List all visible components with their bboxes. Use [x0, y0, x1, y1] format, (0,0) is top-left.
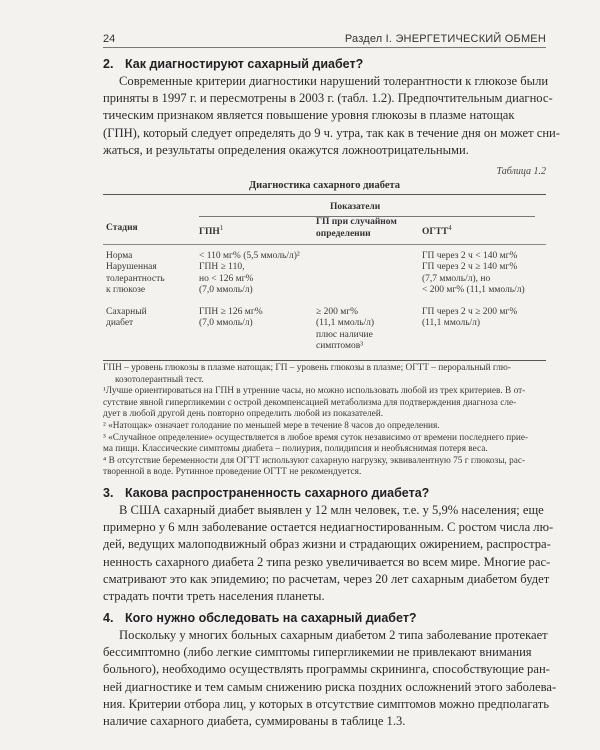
cell-line: но < 126 мг%: [199, 273, 254, 284]
cell-line: Норма: [106, 251, 133, 261]
paragraph-line: страдать почти треть населения планеты.: [103, 589, 325, 604]
question-2-heading: [103, 57, 363, 71]
paragraph-line: бессимптомно (либо легкие симптомы гипергликемии не привлекают внимания: [103, 645, 532, 660]
question-2-title: Как диагностируют сахарный диабет?: [125, 57, 364, 71]
paragraph-line: Современные критерии диагностики нарушений толерантности к глюкозе были: [119, 74, 549, 88]
table-header-stage: Стадия: [106, 223, 138, 233]
footnote-line: ГПН – уровень глюкозы в плазме натощак; ГП – уровень глюкозы в плазме; ОГТТ – пероральный глю-: [103, 363, 511, 373]
table-header-gp-line: определении: [316, 229, 371, 239]
cell-line: Сахарный: [106, 307, 147, 317]
question-3-heading: [103, 486, 429, 500]
cell-line: (11,1 ммоль/л): [422, 318, 481, 329]
table-cell-gpn: [199, 307, 263, 330]
paragraph-line: ненность сахарного диабета 2 типа резко увеличивается во всем мире. Многие рас-: [103, 554, 551, 569]
cell-line: (7,7 ммоль/л), но: [422, 273, 491, 284]
paragraph-line: приняты в 1997 г. и пересмотрены в 2003 г. (табл. 1.2). Предпочтительным диагнос-: [103, 91, 553, 106]
table-header-ogtt: [422, 222, 452, 238]
table-footnotes: [103, 363, 546, 479]
cell-line: симптомов³: [316, 341, 364, 352]
cell-line: ГП через 2 ч ≥ 200 мг%: [422, 307, 518, 317]
question-4-title: Кого нужно обследовать на сахарный диабет?: [125, 611, 417, 625]
cell-line: ГП через 2 ч ≥ 140 мг%: [422, 262, 518, 273]
question-4-heading: [103, 611, 417, 625]
table-group-header: Показатели: [330, 202, 381, 212]
table-header-gpn-note: 1: [219, 224, 224, 232]
cell-line: (7,0 ммоль/л): [199, 318, 253, 329]
table-cell-stage: [106, 307, 147, 330]
section-title: Раздел I. ЭНЕРГЕТИЧЕСКИЙ ОБМЕН: [344, 33, 546, 45]
table-header-gp: [316, 216, 397, 240]
table-cell-ogtt: [422, 307, 517, 330]
footnote-line: дует в любой другой день повторно определить любой из показателей.: [103, 409, 384, 420]
cell-line: диабет: [106, 318, 134, 329]
paragraph-line: дей, ведущих малоподвижный образ жизни и страдающих ожирением, распростра-: [103, 537, 551, 552]
table-header-gp-line: ГП при случайном: [316, 217, 397, 227]
footnote-line: сутствие явной гипергликемии с острой декомпенсацией метаболизма для подтверждения диагноза сле-: [103, 397, 517, 408]
table-cell-gp: [316, 307, 374, 353]
footnote-line: ¹Лучше ориентироваться на ГПН в утренние часы, но можно использовать любой из трех критериев. В от-: [103, 386, 526, 397]
paragraph-line: (ГПН), который следует определять до 9 ч. утра, так как в течение дня он может сни-: [103, 125, 560, 140]
footnote-line: ³ «Случайное определение» осуществляется в любое время суток независимо от времени последнего прие-: [103, 432, 529, 443]
cell-line: плюс наличие: [316, 329, 373, 340]
cell-line: к глюкозе: [106, 285, 146, 296]
paragraph-line: В США сахарный диабет выявлен у 12 млн человек, т.е. у 5,9% населения; еще: [119, 503, 544, 517]
cell-line: ГП через 2 ч < 140 мг%: [422, 251, 518, 261]
cell-line: толерантность: [106, 273, 165, 284]
paragraph-line: ния. Критерии отбора лиц, у которых в отсутствие симптомов можно предполагать: [103, 696, 550, 711]
cell-line: < 200 мг% (11,1 ммоль/л): [422, 285, 525, 296]
table-bottom-rule: [103, 360, 546, 361]
paragraph-line: наличие сахарного диабета, суммированы в таблице 1.3.: [103, 714, 406, 729]
question-2-number: 2.: [103, 57, 114, 71]
cell-line: (11,1 ммоль/л): [316, 318, 375, 329]
table-header-ogtt-note: 4: [448, 224, 452, 232]
paragraph-line: ней диагностике и тем самым снижению риска поздних осложнений этого заболева-: [103, 679, 557, 694]
cell-line: Нарушенная: [106, 262, 157, 273]
running-header: [103, 30, 546, 48]
question-3-title: Какова распространенность сахарного диабета?: [125, 486, 430, 500]
paragraph-line: Поскольку у многих больных сахарным диабетом 2 типа заболевание протекает: [119, 628, 548, 642]
question-3-number: 3.: [103, 486, 114, 500]
paragraph-line: больного), необходимо осуществлять программы скрининга, способствующие ран-: [103, 662, 550, 677]
table-header-gpn: [199, 222, 223, 238]
table-cell-stage: [106, 251, 165, 297]
cell-line: ГПН ≥ 110,: [199, 262, 245, 273]
paragraph-line: сматривают это как эпидемию; по расчетам, через 20 лет сахарным диабетом будет: [103, 571, 550, 586]
paragraph-line: примерно у 6 млн заболевание остается недиагностированным. С ростом числа лю-: [103, 520, 554, 535]
cell-line: ГПН ≥ 126 мг%: [199, 307, 263, 317]
question-2-paragraph: [103, 73, 560, 159]
footnote-line: ⁴ В отсутствие беременности для ОГТТ используют сахарную нагрузку, эквивалентную 75 г глюкозы, рас-: [103, 455, 526, 466]
cell-line: ≥ 200 мг%: [316, 307, 359, 317]
table-header-gpn-label: ГПН: [199, 227, 220, 238]
table-title: Диагностика сахарного диабета: [248, 180, 401, 191]
table-cell-gpn: [199, 251, 300, 297]
footnote-line: козотолерантный тест.: [115, 374, 204, 385]
page-number: 24: [103, 33, 116, 45]
cell-line: < 110 мг% (5,5 ммоль/л)²: [199, 251, 300, 261]
paragraph-line: жаться, и результаты определения окажутся ложноотрицательными.: [103, 142, 469, 157]
header-divider: [103, 47, 546, 48]
question-4-number: 4.: [103, 611, 114, 625]
footnote-line: творенной в воде. Рутинное проведение ОГТТ не рекомендуется.: [103, 467, 362, 478]
table-caption: Таблица 1.2: [496, 166, 546, 177]
question-3-paragraph: [103, 502, 554, 605]
paragraph-line: тическим признаком является повышение уровня глюкозы в плазме натощак: [103, 108, 515, 123]
question-4-paragraph: [103, 627, 557, 730]
cell-line: (7,0 ммоль/л): [199, 285, 253, 296]
table-header-rule: [103, 244, 546, 245]
table-top-rule: [103, 194, 546, 195]
footnote-line: ма пищи. Классические симптомы диабета – полиурия, полидипсия и необъяснимая потеря веса.: [103, 444, 488, 455]
table-cell-ogtt: [422, 251, 525, 297]
table-header-ogtt-label: ОГТТ: [422, 227, 449, 238]
footnote-line: ² «Натощак» означает голодание по меньшей мере в течение 8 часов до определения.: [103, 420, 440, 431]
